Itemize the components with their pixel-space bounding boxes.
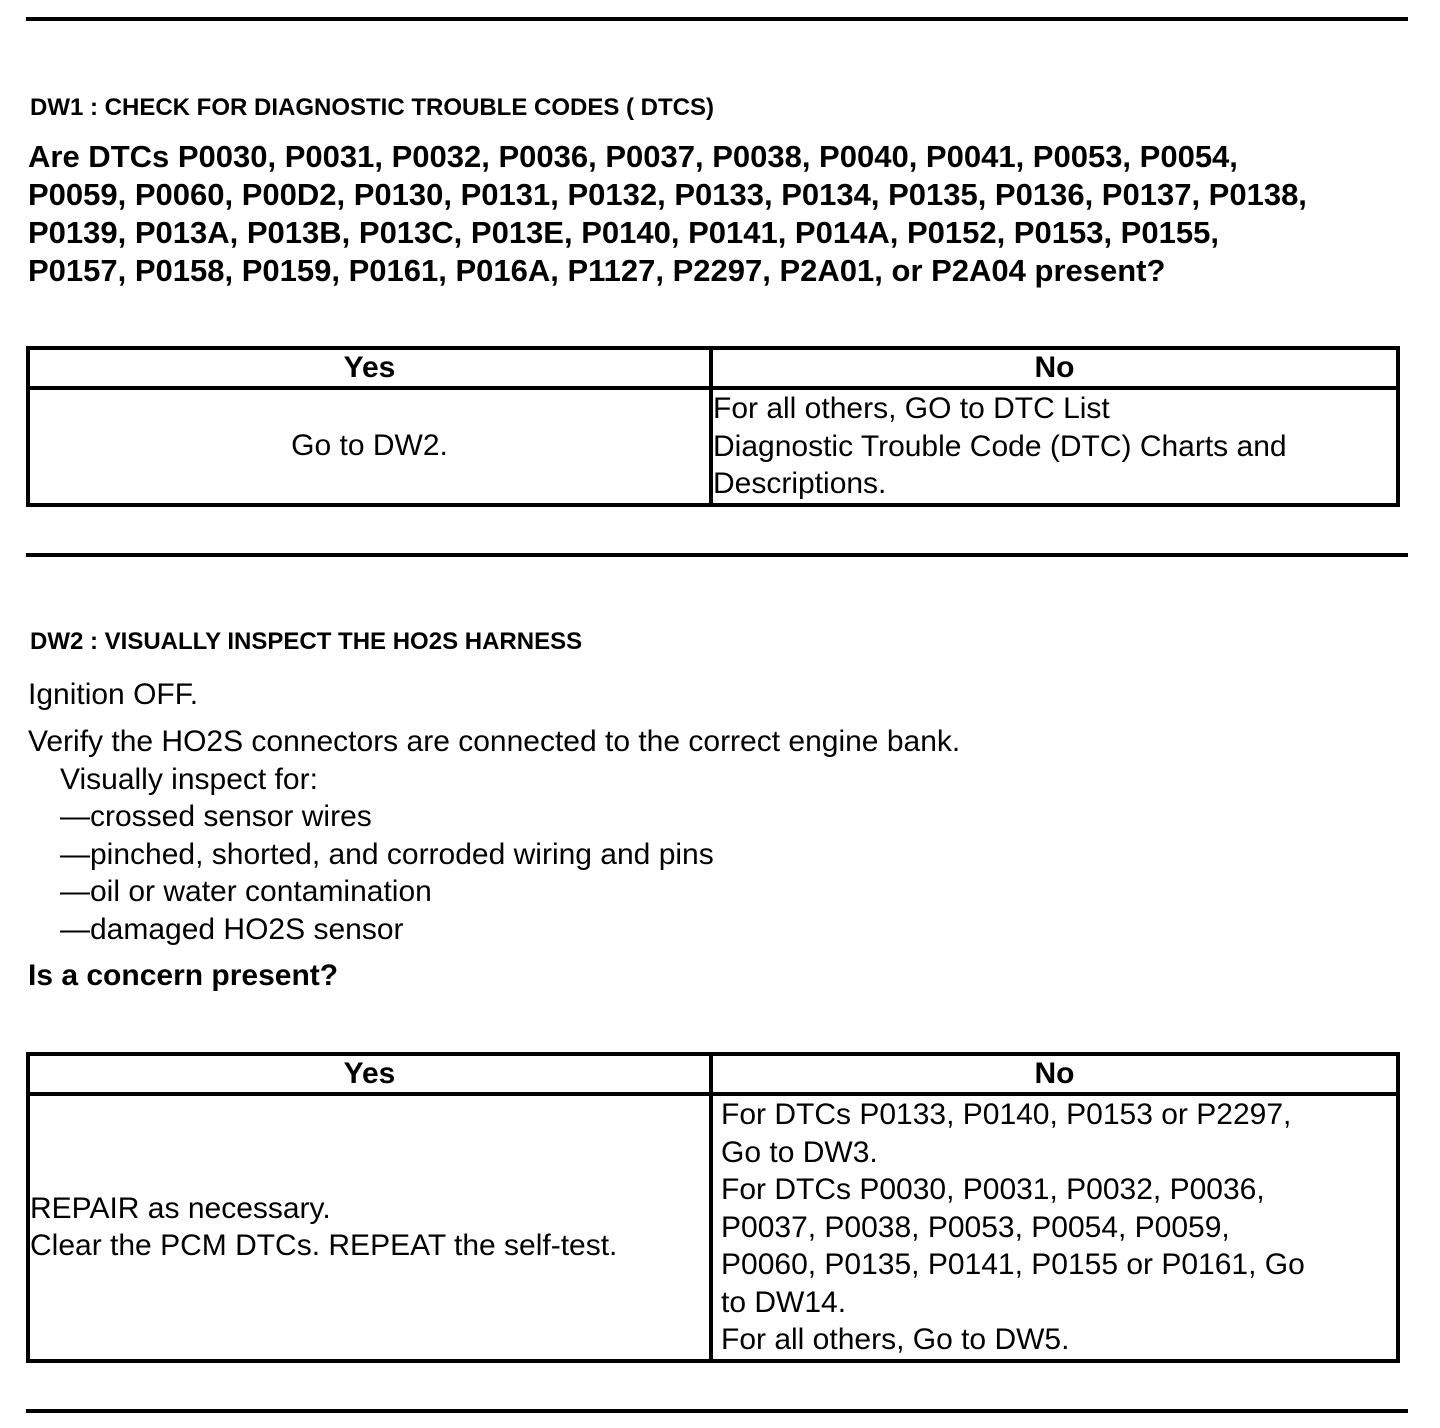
dw2-no-line: P0037, P0038, P0053, P0054, P0059, — [721, 1210, 1230, 1244]
dw2-heading: DW2 : VISUALLY INSPECT THE HO2S HARNESS — [30, 628, 583, 655]
dw1-question-line: P0059, P0060, P00D2, P0130, P0131, P0132, P0133, P0134, P0135, P0136, P0137, P0138, — [28, 177, 1307, 212]
dw2-step: Verify the HO2S connectors are connected to the correct engine bank. — [28, 725, 961, 758]
dw1-question-line: P0157, P0158, P0159, P0161, P016A, P1127, P2297, P2A01, or P2A04 present? — [28, 253, 1166, 288]
bottom-divider — [26, 1409, 1408, 1413]
dw2-yes-header: Yes — [28, 1054, 711, 1094]
dw2-inspect-line: —crossed sensor wires — [60, 800, 372, 833]
dw2-no-line: For DTCs P0133, P0140, P0153 or P2297, — [721, 1098, 1292, 1131]
dw1-heading: DW1 : CHECK FOR DIAGNOSTIC TROUBLE CODES ( DTCS) — [30, 94, 714, 121]
dw1-no-line: For all others, GO to DTC List — [713, 392, 1110, 425]
dw1-yes-header: Yes — [28, 348, 711, 388]
dw2-inspect-line: —oil or water contamination — [60, 875, 432, 908]
dw1-no-line: Diagnostic Trouble Code (DTC) Charts and — [713, 429, 1287, 463]
dw2-no-line: P0060, P0135, P0141, P0155 or P0161, Go — [721, 1248, 1305, 1281]
dw2-no-line: For DTCs P0030, P0031, P0032, P0036, — [721, 1173, 1265, 1206]
dw2-no-line: to DW14. — [721, 1285, 847, 1319]
section-divider — [26, 553, 1408, 557]
dw2-inspect-line: —pinched, shorted, and corroded wiring and pins — [60, 838, 714, 871]
dw1-yes-line: Go to DW2. — [291, 429, 448, 463]
dw2-yes-cell — [28, 1094, 711, 1361]
dw1-question-line: P0139, P013A, P013B, P013C, P013E, P0140, P0141, P014A, P0152, P0153, P0155, — [28, 215, 1219, 250]
dw2-no-line: For all others, Go to DW5. — [721, 1323, 1070, 1356]
dw1-result-table — [26, 346, 1400, 507]
dw2-yes-line: REPAIR as necessary. — [30, 1192, 331, 1226]
dw1-question-line: Are DTCs P0030, P0031, P0032, P0036, P0037, P0038, P0040, P0041, P0053, P0054, — [28, 139, 1238, 174]
dw1-no-header: No — [711, 348, 1398, 388]
dw2-yes-line: Clear the PCM DTCs. REPEAT the self-test. — [30, 1229, 618, 1263]
dw2-no-header: No — [711, 1054, 1398, 1094]
dw2-question: Is a concern present? — [28, 959, 339, 992]
dw1-no-cell — [711, 388, 1398, 505]
dw1-no-line: Descriptions. — [713, 467, 887, 500]
dw2-inspect-line: —damaged HO2S sensor — [60, 913, 404, 946]
top-divider — [26, 17, 1408, 21]
dw1-yes-cell — [28, 388, 711, 505]
dw2-no-line: Go to DW3. — [721, 1135, 878, 1169]
dw1-question — [28, 138, 1307, 290]
dw2-result-table — [26, 1052, 1400, 1363]
dw2-no-cell — [711, 1094, 1398, 1361]
dw2-inspect-line: Visually inspect for: — [60, 763, 318, 796]
dw2-step: Ignition OFF. — [28, 678, 199, 711]
